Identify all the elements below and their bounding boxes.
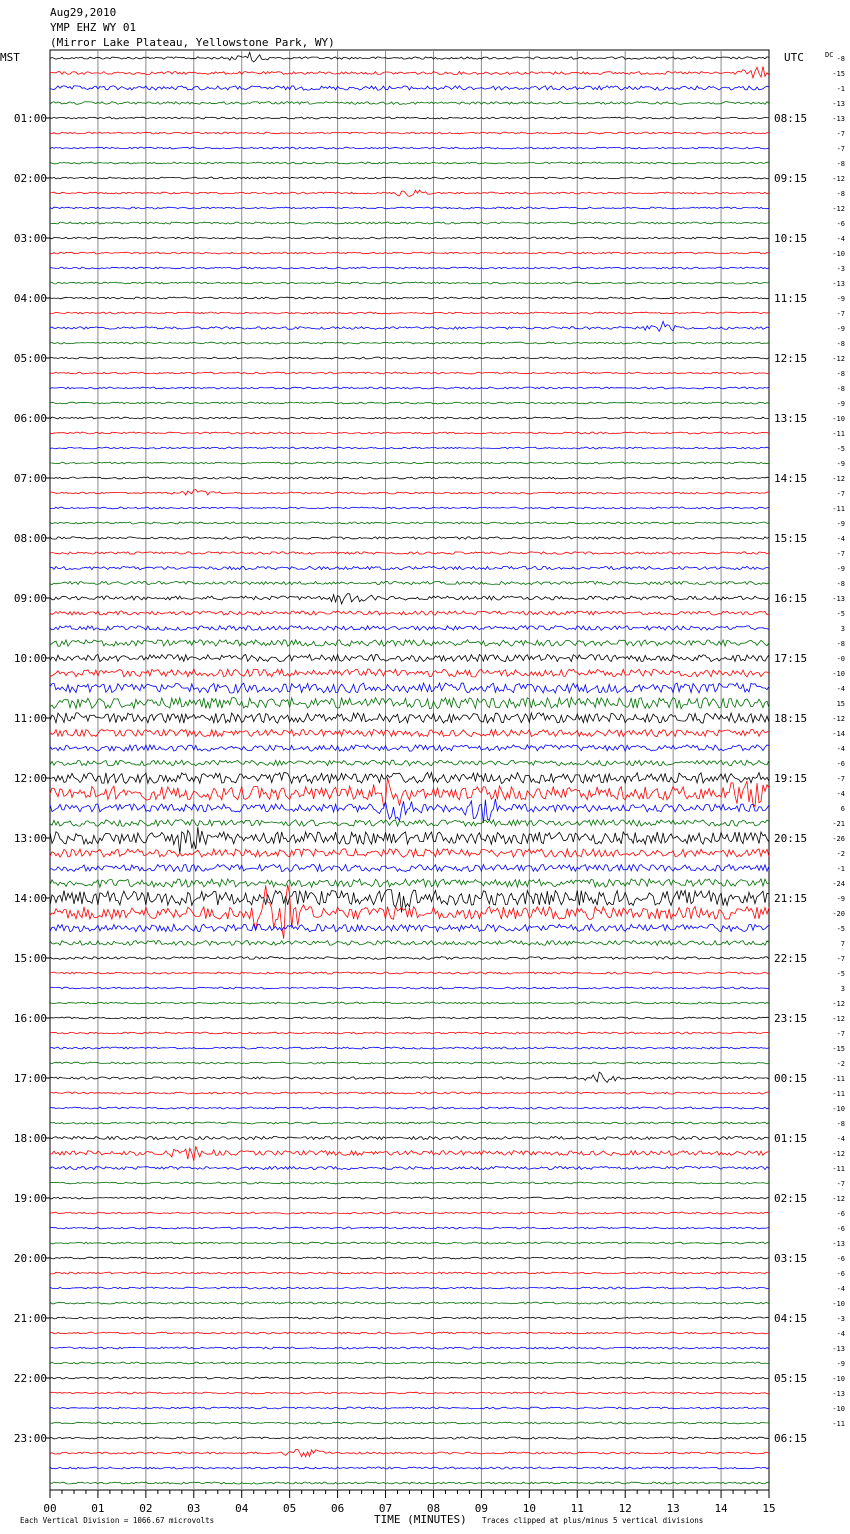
x-tick-label: 14 [714, 1502, 728, 1515]
dc-offset-label: -7 [836, 955, 845, 963]
left-hour-label: 10:00 [13, 652, 47, 665]
dc-offset-label: -12 [832, 715, 845, 723]
left-hour-label: 03:00 [13, 232, 47, 245]
left-hour-label: 16:00 [13, 1012, 47, 1025]
dc-offset-label: -11 [832, 430, 845, 438]
dc-offset-label: -15 [832, 70, 845, 78]
left-hour-label: 12:00 [13, 772, 47, 785]
right-axis-label: UTC [784, 51, 804, 64]
x-tick-label: 08 [426, 1502, 441, 1515]
dc-offset-label: 6 [840, 805, 845, 813]
dc-offset-label: -13 [832, 1240, 845, 1248]
right-hour-label: 23:15 [774, 1012, 808, 1025]
seismic-trace [50, 1437, 769, 1439]
dc-offset-label: -13 [832, 1390, 845, 1398]
right-hour-label: 21:15 [774, 892, 808, 905]
seismic-trace [50, 1092, 769, 1094]
dc-offset-label: -12 [832, 1015, 845, 1023]
dc-offset-label: -8 [836, 370, 845, 378]
seismic-trace [50, 252, 769, 254]
dc-offset-label: -15 [832, 1045, 845, 1053]
seismic-trace [50, 683, 769, 693]
dc-offset-label: -9 [836, 895, 845, 903]
right-hour-label: 02:15 [774, 1192, 808, 1205]
dc-offset-label: -4 [836, 685, 845, 693]
left-hour-label: 07:00 [13, 472, 47, 485]
dc-offset-label: 15 [836, 700, 845, 708]
seismic-trace [50, 1362, 769, 1364]
dc-offset-label: -8 [836, 640, 845, 648]
right-hour-label: 08:15 [774, 112, 808, 125]
dc-offset-label: -0 [836, 655, 845, 663]
dc-offset-label: 3 [840, 625, 845, 633]
dc-offset-label: -10 [832, 1300, 845, 1308]
dc-offset-label: -13 [832, 100, 845, 108]
dc-offset-label: -7 [836, 130, 845, 138]
dc-offset-label: -4 [836, 745, 845, 753]
x-tick-label: 06 [330, 1502, 345, 1515]
dc-offset-label: -6 [836, 1255, 845, 1263]
dc-offset-label: -2 [836, 1060, 845, 1068]
seismic-trace [50, 177, 769, 179]
seismic-trace [50, 132, 769, 134]
dc-offset-label: -7 [836, 1030, 845, 1038]
dc-offset-label: -10 [832, 250, 845, 258]
seismic-trace [50, 611, 769, 615]
seismic-trace [50, 713, 769, 723]
trace-group [50, 52, 769, 1484]
left-hour-label: 01:00 [13, 112, 47, 125]
dc-offset-label: -11 [832, 1075, 845, 1083]
seismic-trace [50, 357, 769, 359]
right-hour-label: 18:15 [774, 712, 808, 725]
seismic-trace [50, 207, 769, 209]
x-tick-label: 01 [91, 1502, 105, 1515]
dc-offset-label: -11 [832, 1165, 845, 1173]
seismic-trace [50, 626, 769, 631]
seismic-trace [50, 1197, 769, 1199]
seismic-trace [50, 66, 769, 78]
seismic-trace [50, 190, 769, 196]
dc-offset-label: -14 [832, 730, 845, 738]
seismic-trace [50, 1166, 769, 1169]
x-tick-label: 02 [139, 1502, 153, 1515]
seismic-trace [50, 1002, 769, 1004]
seismic-trace [50, 1392, 769, 1394]
left-hour-label: 22:00 [13, 1372, 47, 1385]
footer-scale-note: Each Vertical Division = 1066.67 microvolts [20, 1516, 215, 1525]
dc-offset-label: -6 [836, 1270, 845, 1278]
seismic-trace [50, 924, 769, 932]
x-tick-label: 12 [618, 1502, 632, 1515]
right-hour-label: 22:15 [774, 952, 808, 965]
dc-offset-label: -13 [832, 115, 845, 123]
left-hour-label: 20:00 [13, 1252, 47, 1265]
left-hour-label: 15:00 [13, 952, 47, 965]
chart-title: Aug29,2010 [50, 6, 117, 19]
seismic-trace [50, 477, 769, 479]
left-hour-label: 19:00 [13, 1192, 47, 1205]
dc-offset-label: -12 [832, 475, 845, 483]
seismic-trace [50, 778, 769, 807]
seismic-trace [50, 222, 769, 224]
dc-offset-label: -9 [836, 325, 845, 333]
right-hour-label: 00:15 [774, 1072, 808, 1085]
dc-offset-label: -10 [832, 415, 845, 423]
dc-offset-label: -9 [836, 1360, 845, 1368]
dc-label: DC [825, 51, 834, 59]
x-tick-label: 07 [378, 1502, 393, 1515]
dc-offset-label: -10 [832, 1375, 845, 1383]
left-hour-label: 21:00 [13, 1312, 47, 1325]
seismic-trace [50, 1257, 769, 1259]
seismic-trace [50, 102, 769, 105]
seismic-trace [50, 799, 769, 823]
seismic-trace [50, 1347, 769, 1349]
right-hour-label: 10:15 [774, 232, 808, 245]
dc-offset-label: -26 [832, 835, 845, 843]
seismic-trace [50, 372, 769, 374]
dc-offset-label: -8 [836, 190, 845, 198]
seismic-trace [50, 402, 769, 404]
seismic-trace [50, 773, 769, 784]
right-hour-label: 19:15 [774, 772, 808, 785]
dc-offset-label: -12 [832, 1150, 845, 1158]
dc-offset-label: -5 [836, 445, 845, 453]
seismic-trace [50, 1136, 769, 1139]
right-hour-label: 06:15 [774, 1432, 808, 1445]
seismic-trace [50, 957, 769, 960]
x-tick-label: 04 [235, 1502, 249, 1515]
seismic-trace [50, 522, 769, 524]
dc-offset-label: -6 [836, 1225, 845, 1233]
seismic-trace [50, 342, 769, 344]
seismic-trace [50, 447, 769, 449]
dc-offset-label: -13 [832, 595, 845, 603]
dc-offset-label: -13 [832, 1345, 845, 1353]
seismic-trace [50, 537, 769, 539]
right-hour-label: 14:15 [774, 472, 808, 485]
seismic-trace [50, 594, 769, 604]
seismic-trace [50, 1407, 769, 1409]
dc-offset-label: -6 [836, 1210, 845, 1218]
left-hour-label: 05:00 [13, 352, 47, 365]
x-tick-label: 03 [187, 1502, 201, 1515]
seismic-trace [50, 237, 769, 239]
seismic-trace [50, 669, 769, 677]
seismic-trace [50, 282, 769, 284]
dc-offset-label: -11 [832, 1090, 845, 1098]
seismic-trace [50, 297, 769, 299]
dc-offset-label: -4 [836, 790, 845, 798]
seismic-trace [50, 1302, 769, 1304]
dc-offset-label: -4 [836, 535, 845, 543]
seismic-trace [50, 864, 769, 871]
seismic-trace [50, 462, 769, 464]
seismic-trace [50, 387, 769, 389]
dc-offset-label: -24 [832, 880, 845, 888]
left-hour-label: 13:00 [13, 832, 47, 845]
left-hour-label: 04:00 [13, 292, 47, 305]
dc-offset-label: -4 [836, 1330, 845, 1338]
seismic-trace [50, 1482, 769, 1484]
left-hour-label: 09:00 [13, 592, 47, 605]
x-tick-label: 11 [570, 1502, 584, 1515]
seismic-trace [50, 312, 769, 314]
dc-offset-label: -3 [836, 1315, 845, 1323]
seismic-trace [50, 1146, 769, 1161]
seismic-trace [50, 162, 769, 164]
left-hour-label: 06:00 [13, 412, 47, 425]
x-tick-label: 15 [762, 1502, 776, 1515]
dc-offset-label: -1 [836, 865, 845, 873]
seismic-trace [50, 745, 769, 751]
left-hour-label: 18:00 [13, 1132, 47, 1145]
dc-offset-label: -10 [832, 670, 845, 678]
seismic-trace [50, 760, 769, 766]
dc-offset-label: -5 [836, 610, 845, 618]
seismic-trace [50, 1182, 769, 1184]
seismic-trace [50, 1332, 769, 1334]
seismic-trace [50, 1047, 769, 1049]
dc-offset-label: -8 [836, 385, 845, 393]
dc-offset-label: -12 [832, 355, 845, 363]
dc-offset-label: 3 [840, 985, 845, 993]
right-hour-label: 04:15 [774, 1312, 808, 1325]
dc-offset-label: -2 [836, 850, 845, 858]
seismic-trace [50, 507, 769, 509]
right-hour-label: 20:15 [774, 832, 808, 845]
seismic-trace [50, 941, 769, 946]
dc-offset-label: -12 [832, 175, 845, 183]
label-group [14, 55, 845, 1515]
right-hour-label: 01:15 [774, 1132, 808, 1145]
seismic-trace [50, 730, 769, 737]
seismic-trace [50, 987, 769, 989]
seismic-trace [50, 879, 769, 887]
dc-offset-label: -9 [836, 520, 845, 528]
dc-offset-label: -20 [832, 910, 845, 918]
location-subtitle: (Mirror Lake Plateau, Yellowstone Park, WY) [50, 36, 335, 49]
seismic-trace [50, 490, 769, 496]
dc-offset-label: -6 [836, 760, 845, 768]
dc-offset-label: -4 [836, 1285, 845, 1293]
seismic-trace [50, 52, 769, 62]
seismic-trace [50, 640, 769, 647]
dc-offset-label: -7 [836, 490, 845, 498]
left-hour-label: 23:00 [13, 1432, 47, 1445]
dc-offset-label: -3 [836, 265, 845, 273]
seismic-trace [50, 321, 769, 331]
dc-offset-label: -5 [836, 970, 845, 978]
dc-offset-label: -8 [836, 340, 845, 348]
seismic-trace [50, 1122, 769, 1124]
seismic-trace [50, 147, 769, 149]
right-hour-label: 03:15 [774, 1252, 808, 1265]
station-subtitle: YMP EHZ WY 01 [50, 21, 137, 34]
seismic-trace [50, 117, 769, 119]
seismic-trace [50, 1017, 769, 1019]
seismic-trace [50, 820, 769, 826]
dc-offset-label: -9 [836, 295, 845, 303]
left-hour-label: 08:00 [13, 532, 47, 545]
dc-offset-label: -7 [836, 310, 845, 318]
dc-offset-label: -8 [836, 580, 845, 588]
seismic-trace [50, 1449, 769, 1456]
dc-offset-label: -7 [836, 550, 845, 558]
seismic-trace [50, 566, 769, 569]
seismic-trace [50, 1212, 769, 1214]
right-hour-label: 12:15 [774, 352, 808, 365]
x-tick-label: 09 [474, 1502, 489, 1515]
right-hour-label: 15:15 [774, 532, 808, 545]
x-tick-label: 10 [522, 1502, 536, 1515]
dc-offset-label: -11 [832, 505, 845, 513]
seismic-trace [50, 655, 769, 662]
left-hour-label: 11:00 [13, 712, 47, 725]
seismic-trace [50, 581, 769, 584]
dc-offset-label: -4 [836, 235, 845, 243]
dc-offset-label: -11 [832, 1420, 845, 1428]
left-axis-label: MST [0, 51, 20, 64]
left-hour-label: 14:00 [13, 892, 47, 905]
seismic-trace [50, 417, 769, 419]
seismic-trace [50, 86, 769, 90]
seismic-trace [50, 1317, 769, 1319]
seismic-trace [50, 1467, 769, 1469]
seismic-trace [50, 972, 769, 974]
seismic-trace [50, 1072, 769, 1082]
seismic-trace [50, 432, 769, 434]
right-hour-label: 13:15 [774, 412, 808, 425]
right-hour-label: 16:15 [774, 592, 808, 605]
dc-offset-label: -7 [836, 145, 845, 153]
seismic-trace [50, 849, 769, 857]
x-tick-label: 05 [283, 1502, 297, 1515]
dc-offset-label: -9 [836, 565, 845, 573]
right-hour-label: 17:15 [774, 652, 808, 665]
dc-offset-label: -1 [836, 85, 845, 93]
x-tick-label: 00 [43, 1502, 57, 1515]
seismic-trace [50, 1062, 769, 1064]
dc-offset-label: -12 [832, 205, 845, 213]
dc-offset-label: -7 [836, 1180, 845, 1188]
seismic-trace [50, 697, 769, 708]
x-tick-label: 13 [666, 1502, 680, 1515]
dc-offset-label: -9 [836, 400, 845, 408]
seismic-trace [50, 1422, 769, 1424]
seismic-trace [50, 1227, 769, 1229]
left-hour-label: 17:00 [13, 1072, 47, 1085]
right-hour-label: 11:15 [774, 292, 808, 305]
dc-offset-label: -9 [836, 460, 845, 468]
dc-offset-label: -10 [832, 1105, 845, 1113]
seismic-trace [50, 1032, 769, 1034]
seismic-trace [50, 267, 769, 269]
dc-offset-label: -21 [832, 820, 845, 828]
dc-offset-label: -8 [836, 160, 845, 168]
seismic-trace [50, 552, 769, 554]
seismic-trace [50, 1242, 769, 1244]
right-hour-label: 05:15 [774, 1372, 808, 1385]
dc-offset-label: -12 [832, 1000, 845, 1008]
seismic-trace [50, 1377, 769, 1379]
seismic-trace [50, 1272, 769, 1274]
footer-clip-note: Traces clipped at plus/minus 5 vertical divisions [482, 1516, 704, 1525]
seismic-trace [50, 1287, 769, 1289]
dc-offset-label: -7 [836, 775, 845, 783]
dc-offset-label: -12 [832, 1195, 845, 1203]
dc-offset-label: -8 [836, 55, 845, 63]
dc-offset-label: -8 [836, 1120, 845, 1128]
seismic-trace [50, 1107, 769, 1109]
dc-offset-label: -10 [832, 1405, 845, 1413]
x-axis-label: TIME (MINUTES) [374, 1513, 467, 1526]
dc-offset-label: -6 [836, 220, 845, 228]
left-hour-label: 02:00 [13, 172, 47, 185]
right-hour-label: 09:15 [774, 172, 808, 185]
dc-offset-label: -13 [832, 280, 845, 288]
dc-offset-label: -5 [836, 925, 845, 933]
dc-offset-label: -4 [836, 1135, 845, 1143]
dc-offset-label: 7 [840, 940, 845, 948]
